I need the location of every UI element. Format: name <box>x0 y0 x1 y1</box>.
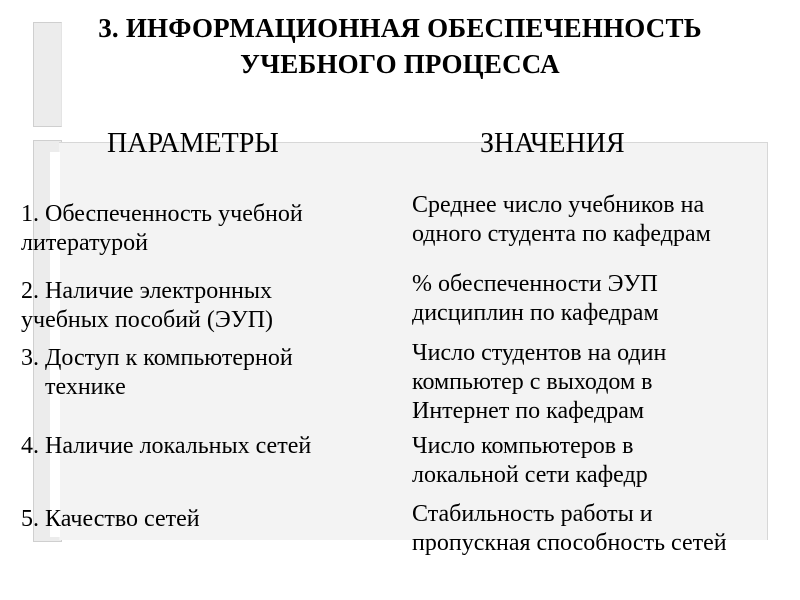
row-3-param-line-2: техникe <box>45 374 126 400</box>
row-3-param <box>21 344 293 402</box>
row-2-param-line-1: 2. Наличие электронных <box>21 278 273 304</box>
row-5-param-line-1: 5. Качество сетей <box>21 506 200 532</box>
row-2-value-line-2: дисциплин по кафедрам <box>412 300 659 326</box>
row-5-param <box>21 505 200 534</box>
row-4-param-line-1: 4. Наличие локальных сетей <box>21 433 312 459</box>
row-1-value-line-1: Среднее число учебников на <box>412 192 705 218</box>
slide-title-line-1: 3. ИНФОРМАЦИОННАЯ ОБЕСПЕЧЕННОСТЬ <box>98 13 702 43</box>
row-1-value <box>412 191 711 249</box>
row-3-value <box>412 339 666 426</box>
row-2-param <box>21 277 273 335</box>
row-3-param-line-1: 3. Доступ к компьютерной <box>21 345 293 371</box>
row-3-value-line-1: Число студентов на один <box>412 340 667 366</box>
row-2-value <box>412 270 659 328</box>
row-4-param <box>21 432 311 461</box>
row-3-value-line-3: Интернет по кафедрам <box>412 398 645 424</box>
row-4-value-line-2: локальной сети кафедр <box>412 462 648 488</box>
column-header-values: ЗНАЧЕНИЯ <box>480 128 625 159</box>
row-2-param-line-2: учебных пособий (ЭУП) <box>21 307 274 333</box>
row-3-value-line-2: компьютер с выходом в <box>412 369 653 395</box>
slide-title <box>0 10 800 82</box>
column-header-params: ПАРАМЕТРЫ <box>107 128 279 159</box>
slide-title-line-2: УЧЕБНОГО ПРОЦЕССА <box>240 49 560 79</box>
row-2-value-line-1: % обеспеченности ЭУП <box>412 271 658 297</box>
row-5-value <box>412 500 727 558</box>
row-4-value-line-1: Число компьютеров в <box>412 433 634 459</box>
row-1-param-line-2: литературой <box>21 230 149 256</box>
row-5-value-line-1: Стабильность работы и <box>412 501 653 527</box>
row-1-param <box>21 200 303 258</box>
row-1-value-line-2: одного студента по кафедрам <box>412 221 711 247</box>
row-4-value <box>412 432 648 490</box>
row-5-value-line-2: пропускная способность сетей <box>412 530 727 556</box>
row-1-param-line-1: 1. Обеспеченность учебной <box>21 201 303 227</box>
